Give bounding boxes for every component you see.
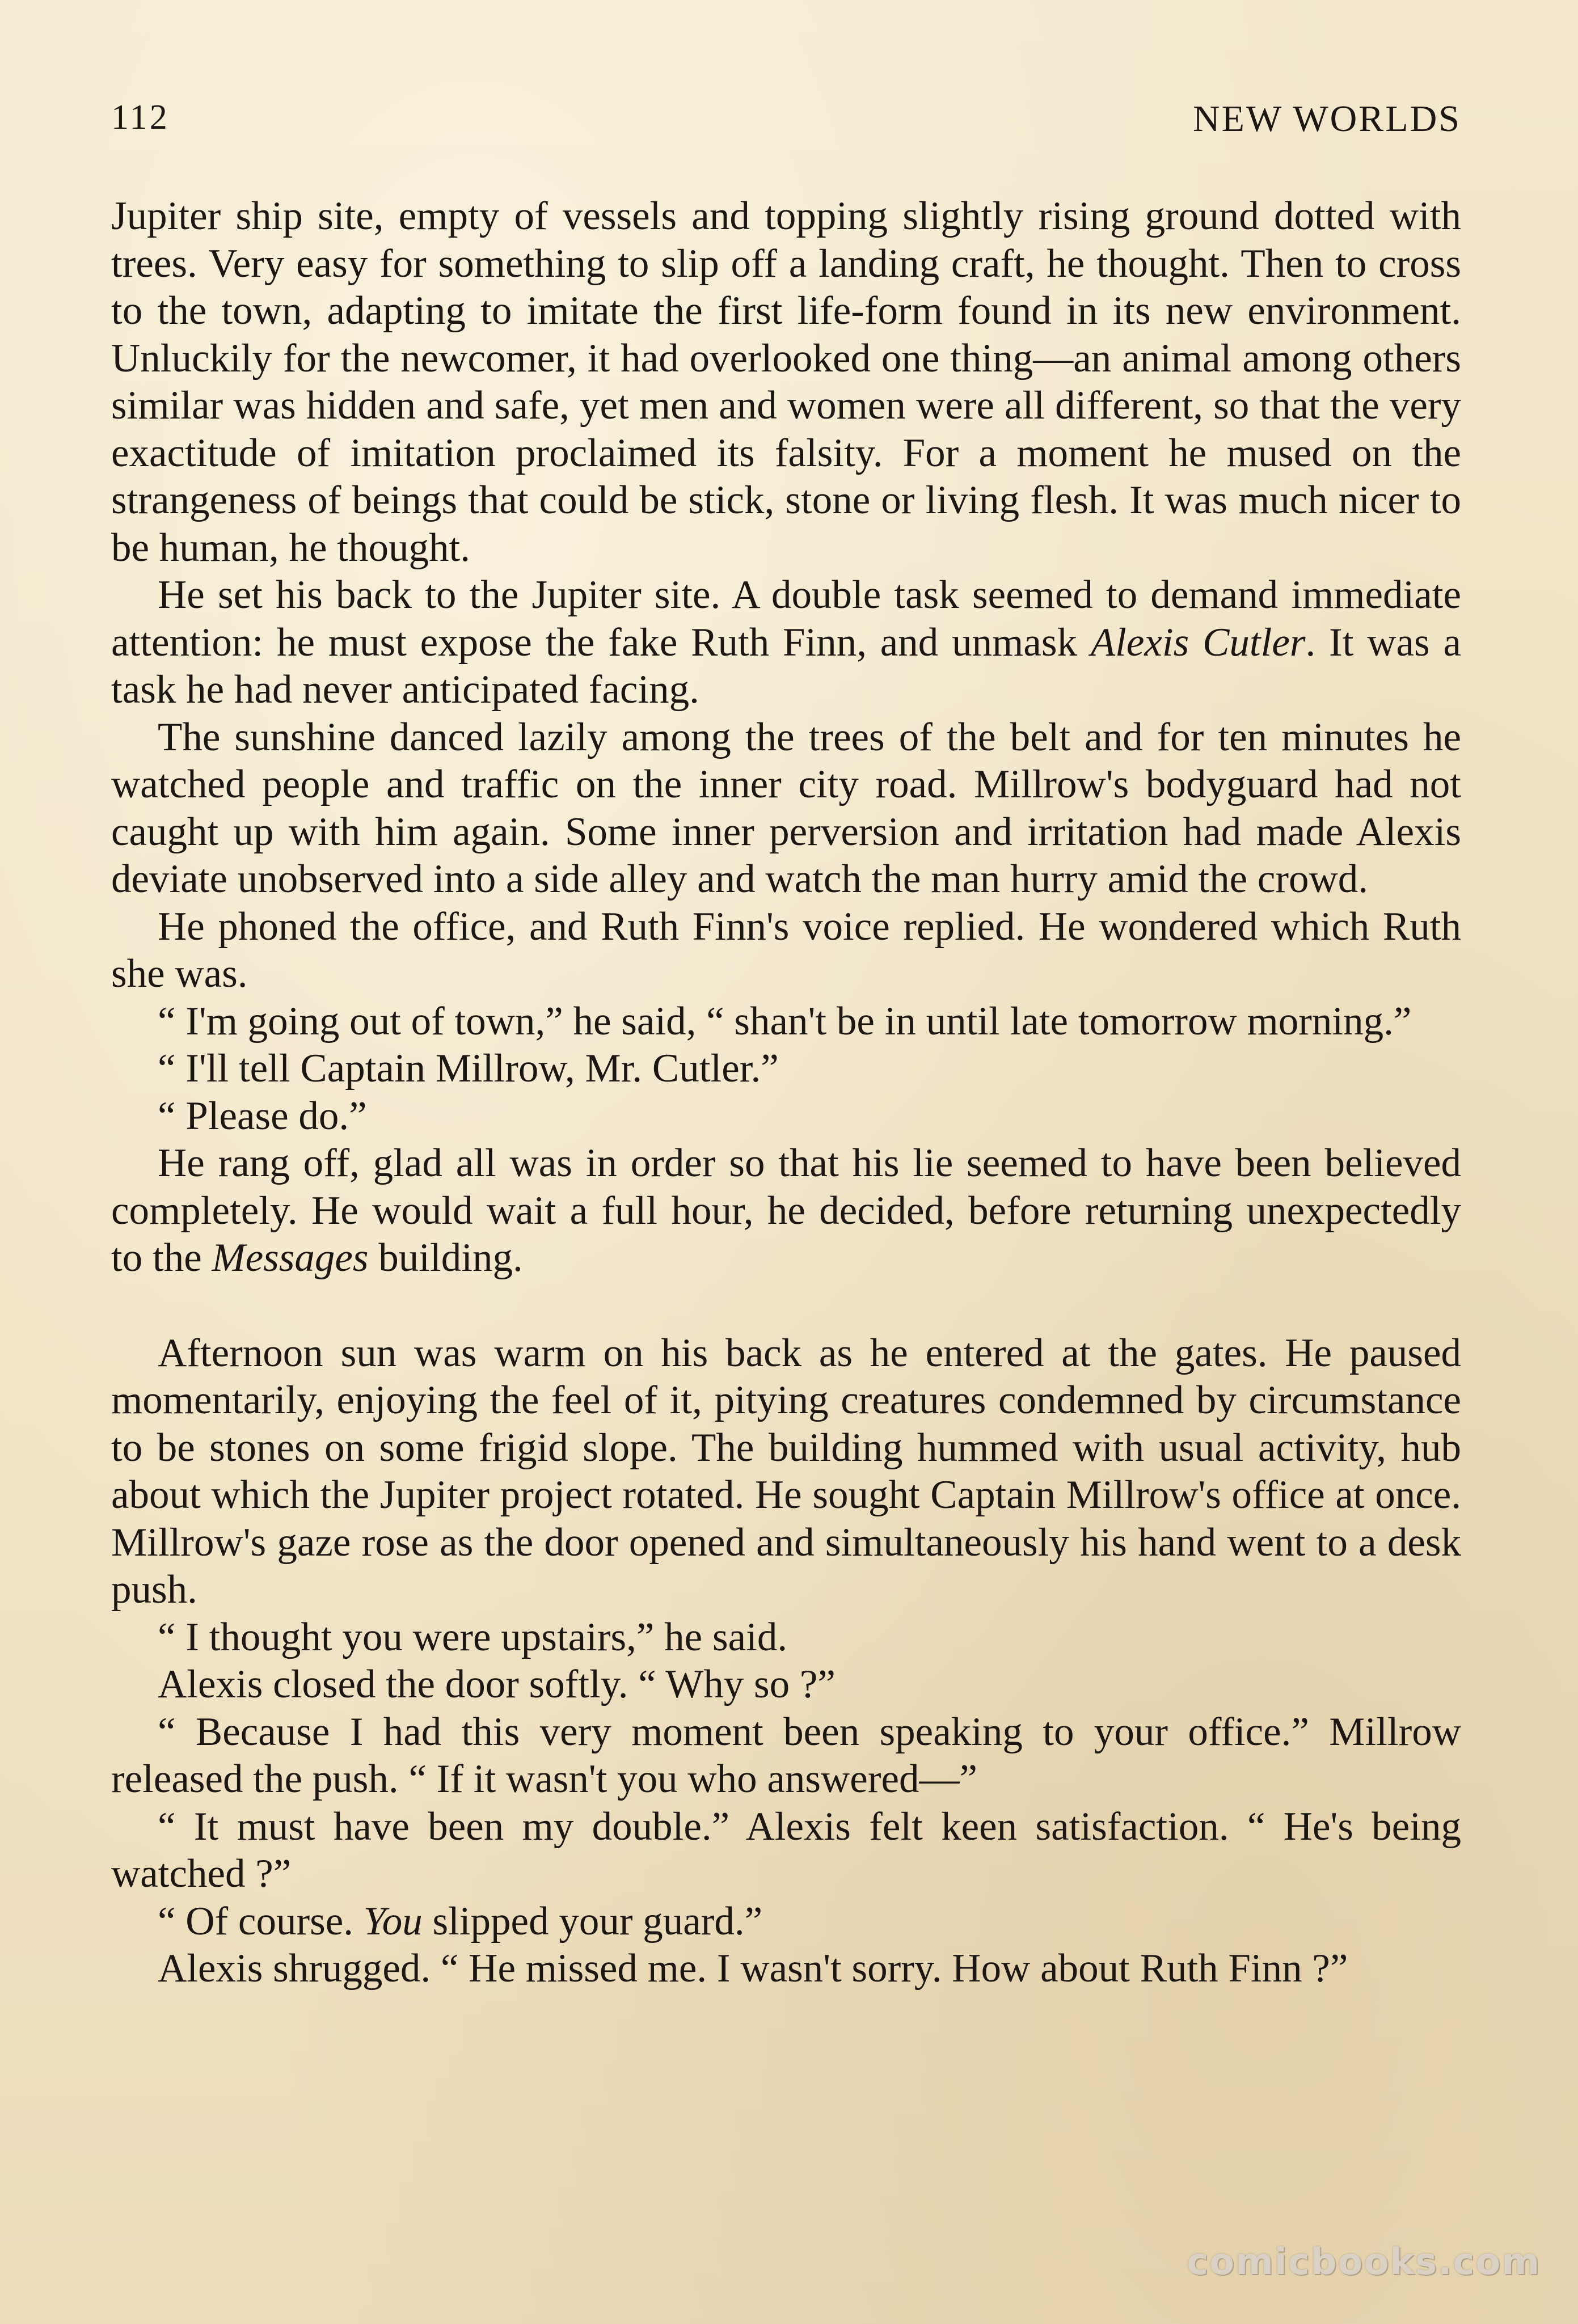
dialogue-paragraph: Alexis closed the door softly. “ Why so ?” bbox=[158, 1662, 836, 1706]
running-head: NEW WORLDS bbox=[1192, 98, 1461, 140]
italic-text: Alexis Cutler bbox=[1090, 620, 1306, 665]
paragraph-text: building. bbox=[368, 1236, 523, 1280]
paragraph-text: He set his back to the Jupiter site. A double task seemed to demand immediate attention: he must expose the fake Ruth Finn, and unmask bbox=[111, 573, 1461, 665]
paragraph bbox=[111, 572, 1461, 714]
watermark: comicbooks.com bbox=[1187, 2241, 1541, 2283]
paragraph-text: “ Of course. bbox=[158, 1899, 364, 1943]
paragraph: Afternoon sun was warm on his back as he entered at the gates. He paused momentarily, enjoying the feel of it, pitying creatures condemned by circumstance to be stones on some frigid slope. The building hummed with usual activity, hub about which the Jupiter project rotated. He sought Captain Millrow's office at once. Millrow's gaze rose as the door opened and simultaneously his hand went to a desk push. bbox=[111, 1330, 1461, 1612]
dialogue-paragraph: “ It must have been my double.” Alexis felt keen satisfaction. “ He's being watched ?” bbox=[111, 1804, 1461, 1896]
page-header bbox=[111, 98, 1461, 149]
dialogue-paragraph: “ I thought you were upstairs,” he said. bbox=[158, 1615, 788, 1659]
paragraph bbox=[111, 1140, 1461, 1282]
paragraph-text: He rang off, glad all was in order so that his lie seemed to have been believed completely. He would wait a full hour, he decided, before returning unexpectedly to the bbox=[111, 1141, 1461, 1280]
italic-text: Messages bbox=[212, 1236, 369, 1280]
dialogue-paragraph: “ Please do.” bbox=[158, 1093, 367, 1138]
paragraph: Jupiter ship site, empty of vessels and topping slightly rising ground dotted with trees. Very easy for something to slip off a landing craft, he thought. Then to cross to the town, adapting to imitate the first life-form found in its new environment. Unluckily for the newcomer, it had overlooked one thing—an animal among others similar was hidden and safe, yet men and women were all different, so that the very exactitude of imitation proclaimed its falsity. For a moment he mused on the strangeness of beings that could be stick, stone or living flesh. It was much nicer to be human, he thought. bbox=[111, 194, 1461, 570]
italic-text: You bbox=[363, 1899, 423, 1943]
paragraph-text: slipped your guard.” bbox=[422, 1899, 763, 1943]
section-break bbox=[111, 1282, 1461, 1330]
body-text bbox=[111, 193, 1461, 1993]
dialogue-paragraph bbox=[111, 1898, 1461, 1946]
page-number: 112 bbox=[111, 98, 170, 137]
dialogue-paragraph: “ I'll tell Captain Millrow, Mr. Cutler.” bbox=[158, 1046, 779, 1091]
paragraph: He phoned the office, and Ruth Finn's voice replied. He wondered which Ruth she was. bbox=[111, 904, 1461, 996]
paragraph: The sunshine danced lazily among the trees of the belt and for ten minutes he watched people and traffic on the inner city road. Millrow's bodyguard had not caught up with him again. Some inner perversion and irritation had made Alexis deviate unobserved into a side alley and watch the man hurry amid the crowd. bbox=[111, 715, 1461, 901]
paragraph-text: . It was a task he had never anticipated facing. bbox=[111, 620, 1461, 712]
dialogue-paragraph: “ Because I had this very moment been speaking to your office.” Millrow released the push. “ If it wasn't you who answered—” bbox=[111, 1709, 1461, 1801]
dialogue-paragraph: Alexis shrugged. “ He missed me. I wasn't sorry. How about Ruth Finn ?” bbox=[158, 1946, 1348, 1991]
dialogue-paragraph: “ I'm going out of town,” he said, “ shan't be in until late tomorrow morning.” bbox=[158, 999, 1412, 1043]
